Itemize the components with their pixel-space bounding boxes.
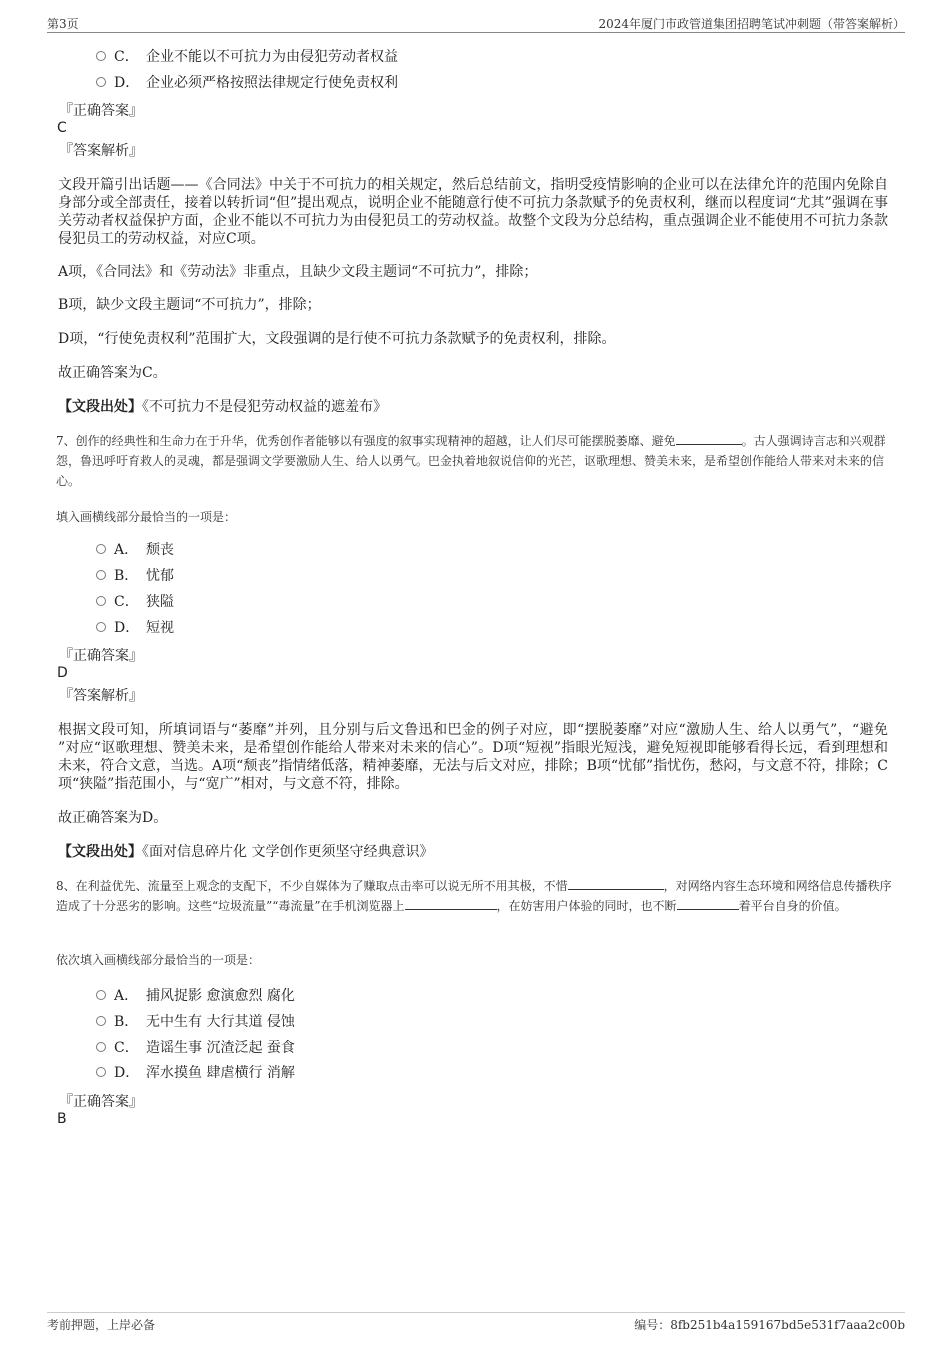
analysis-paragraph: A项，《合同法》和《劳动法》非重点，且缺少文段主题词“不可抗力”，排除； xyxy=(58,264,538,280)
radio-icon[interactable] xyxy=(96,1067,106,1077)
analysis-paragraph: B项，缺少文段主题词“不可抗力”，排除； xyxy=(58,297,321,313)
question-8-prompt: 依次填入画横线部分最恰当的一项是： xyxy=(56,953,261,967)
analysis-conclusion: 故正确答案为D。 xyxy=(58,810,168,826)
option-d[interactable]: D． 短视 xyxy=(96,618,174,638)
correct-answer: C xyxy=(57,120,67,136)
option-a[interactable]: A． 颓丧 xyxy=(96,540,174,560)
question-8-stem: 8、在利益优先、流量至上观念的支配下，不少自媒体为了赚取点击率可以说无所不用其极，不惜 ，对网络内容生态环境和网络信息传播秩序造成了十分恶劣的影响。这些“垃圾流量”“毒流量”在手机浏览器上 ，在妨害用户体验的同时，也不断 着平台自身的价值。 xyxy=(56,879,892,913)
answer-label: 『正确答案』 xyxy=(59,103,143,119)
radio-icon[interactable] xyxy=(96,1042,106,1052)
page-header xyxy=(47,12,905,33)
option-a[interactable]: A． 捕风捉影 愈演愈烈 腐化 xyxy=(96,986,295,1006)
analysis-conclusion: 故正确答案为C。 xyxy=(58,365,167,381)
fill-blank xyxy=(568,877,664,890)
answer-label: 『正确答案』 xyxy=(59,648,143,664)
analysis-label: 『答案解析』 xyxy=(59,688,143,704)
question-7-stem: 7、创作的经典性和生命力在于升华，优秀创作者能够以有强度的叙事实现精神的超越，让人们尽可能摆脱萎靡、避免 。古人强调诗言志和兴观群怨，鲁迅呼吁育救人的灵魂，都是强调文学要激励人生、给人以勇气。巴金执着地叙说信仰的光芒，讴歌理想、赞美未来，是希望创作能给人带来对未来的信心。 xyxy=(56,434,886,488)
analysis-paragraph: 文段开篇引出话题——《合同法》中关于不可抗力的相关规定，然后总结前文，指明受疫情影响的企业可以在法律允许的范围内免除自身部分或全部责任，接着以转折词“但”提出观点，说明企业不能随意行使不可抗力条款赋予的免责权利，继而以程度词“尤其”强调在事关劳动者权益保护方面，企业不能以不可抗力为由侵犯员工的劳动权益。故整个文段为分总结构，重点强调企业不能使用不可抗力条款侵犯员工的劳动权益，对应C项。 xyxy=(58,177,888,247)
footer-slogan: 考前押题，上岸必备 xyxy=(47,1318,156,1332)
correct-answer: B xyxy=(57,1111,67,1127)
option-b[interactable]: B． 无中生有 大行其道 侵蚀 xyxy=(96,1012,295,1032)
radio-icon[interactable] xyxy=(96,990,106,1000)
radio-icon[interactable] xyxy=(96,570,106,580)
option-b[interactable]: B． 忧郁 xyxy=(96,566,174,586)
radio-icon[interactable] xyxy=(96,1016,106,1026)
option-c[interactable]: C． 造谣生事 沉渣泛起 蚕食 xyxy=(96,1038,295,1058)
analysis-label: 『答案解析』 xyxy=(59,143,143,159)
radio-icon[interactable] xyxy=(96,77,106,87)
correct-answer: D xyxy=(57,665,68,681)
radio-icon[interactable] xyxy=(96,544,106,554)
option-d[interactable]: D． 浑水摸鱼 肆虐横行 消解 xyxy=(96,1063,295,1083)
fill-blank xyxy=(405,897,497,910)
radio-icon[interactable] xyxy=(96,51,106,61)
analysis-paragraph: D项，“行使免责权利”范围扩大，文段强调的是行使不可抗力条款赋予的免责权利，排除。 xyxy=(58,331,616,347)
fill-blank xyxy=(677,897,739,910)
radio-icon[interactable] xyxy=(96,596,106,606)
radio-icon[interactable] xyxy=(96,622,106,632)
analysis-paragraph: 根据文段可知，所填词语与“萎靡”并列，且分别与后文鲁迅和巴金的例子对应，即“摆脱萎靡”对应“激励人生、给人以勇气”，“避免 ”对应“讴歌理想、赞美未来，是希望创作能给人带来对未来的信心”。D项“短视”指眼光短浅，避免短视即能够看得长远，看到理想和未来，符合文意，当选。A项“颓丧”指情绪低落，精神萎靡，无法与后文对应，排除；B项“忧郁”指忧伤，愁闷，与文意不符，排除；C项“狭隘”指范围小，与“宽广”相对，与文意不符，排除。 xyxy=(58,722,888,792)
option-d[interactable]: D． 企业必须严格按照法律规定行使免责权利 xyxy=(96,73,398,93)
source-citation: 【文段出处】《面对信息碎片化 文学创作更须坚守经典意识》 xyxy=(58,844,434,860)
option-c[interactable]: C． 狭隘 xyxy=(96,592,174,612)
page-footer xyxy=(47,1312,905,1332)
document-code: 编号：8fb251b4a159167bd5e531f7aaa2c00b xyxy=(634,1318,905,1332)
source-citation: 【文段出处】《不可抗力不是侵犯劳动权益的遮羞布》 xyxy=(58,399,387,415)
option-c[interactable]: C． 企业不能以不可抗力为由侵犯劳动者权益 xyxy=(96,47,398,67)
page-number: 第3页 xyxy=(47,17,79,31)
document-title: 2024年厦门市政管道集团招聘笔试冲刺题（带答案解析） xyxy=(598,17,905,31)
answer-label: 『正确答案』 xyxy=(59,1094,143,1110)
question-7-prompt: 填入画横线部分最恰当的一项是： xyxy=(56,510,237,524)
fill-blank xyxy=(676,432,742,445)
